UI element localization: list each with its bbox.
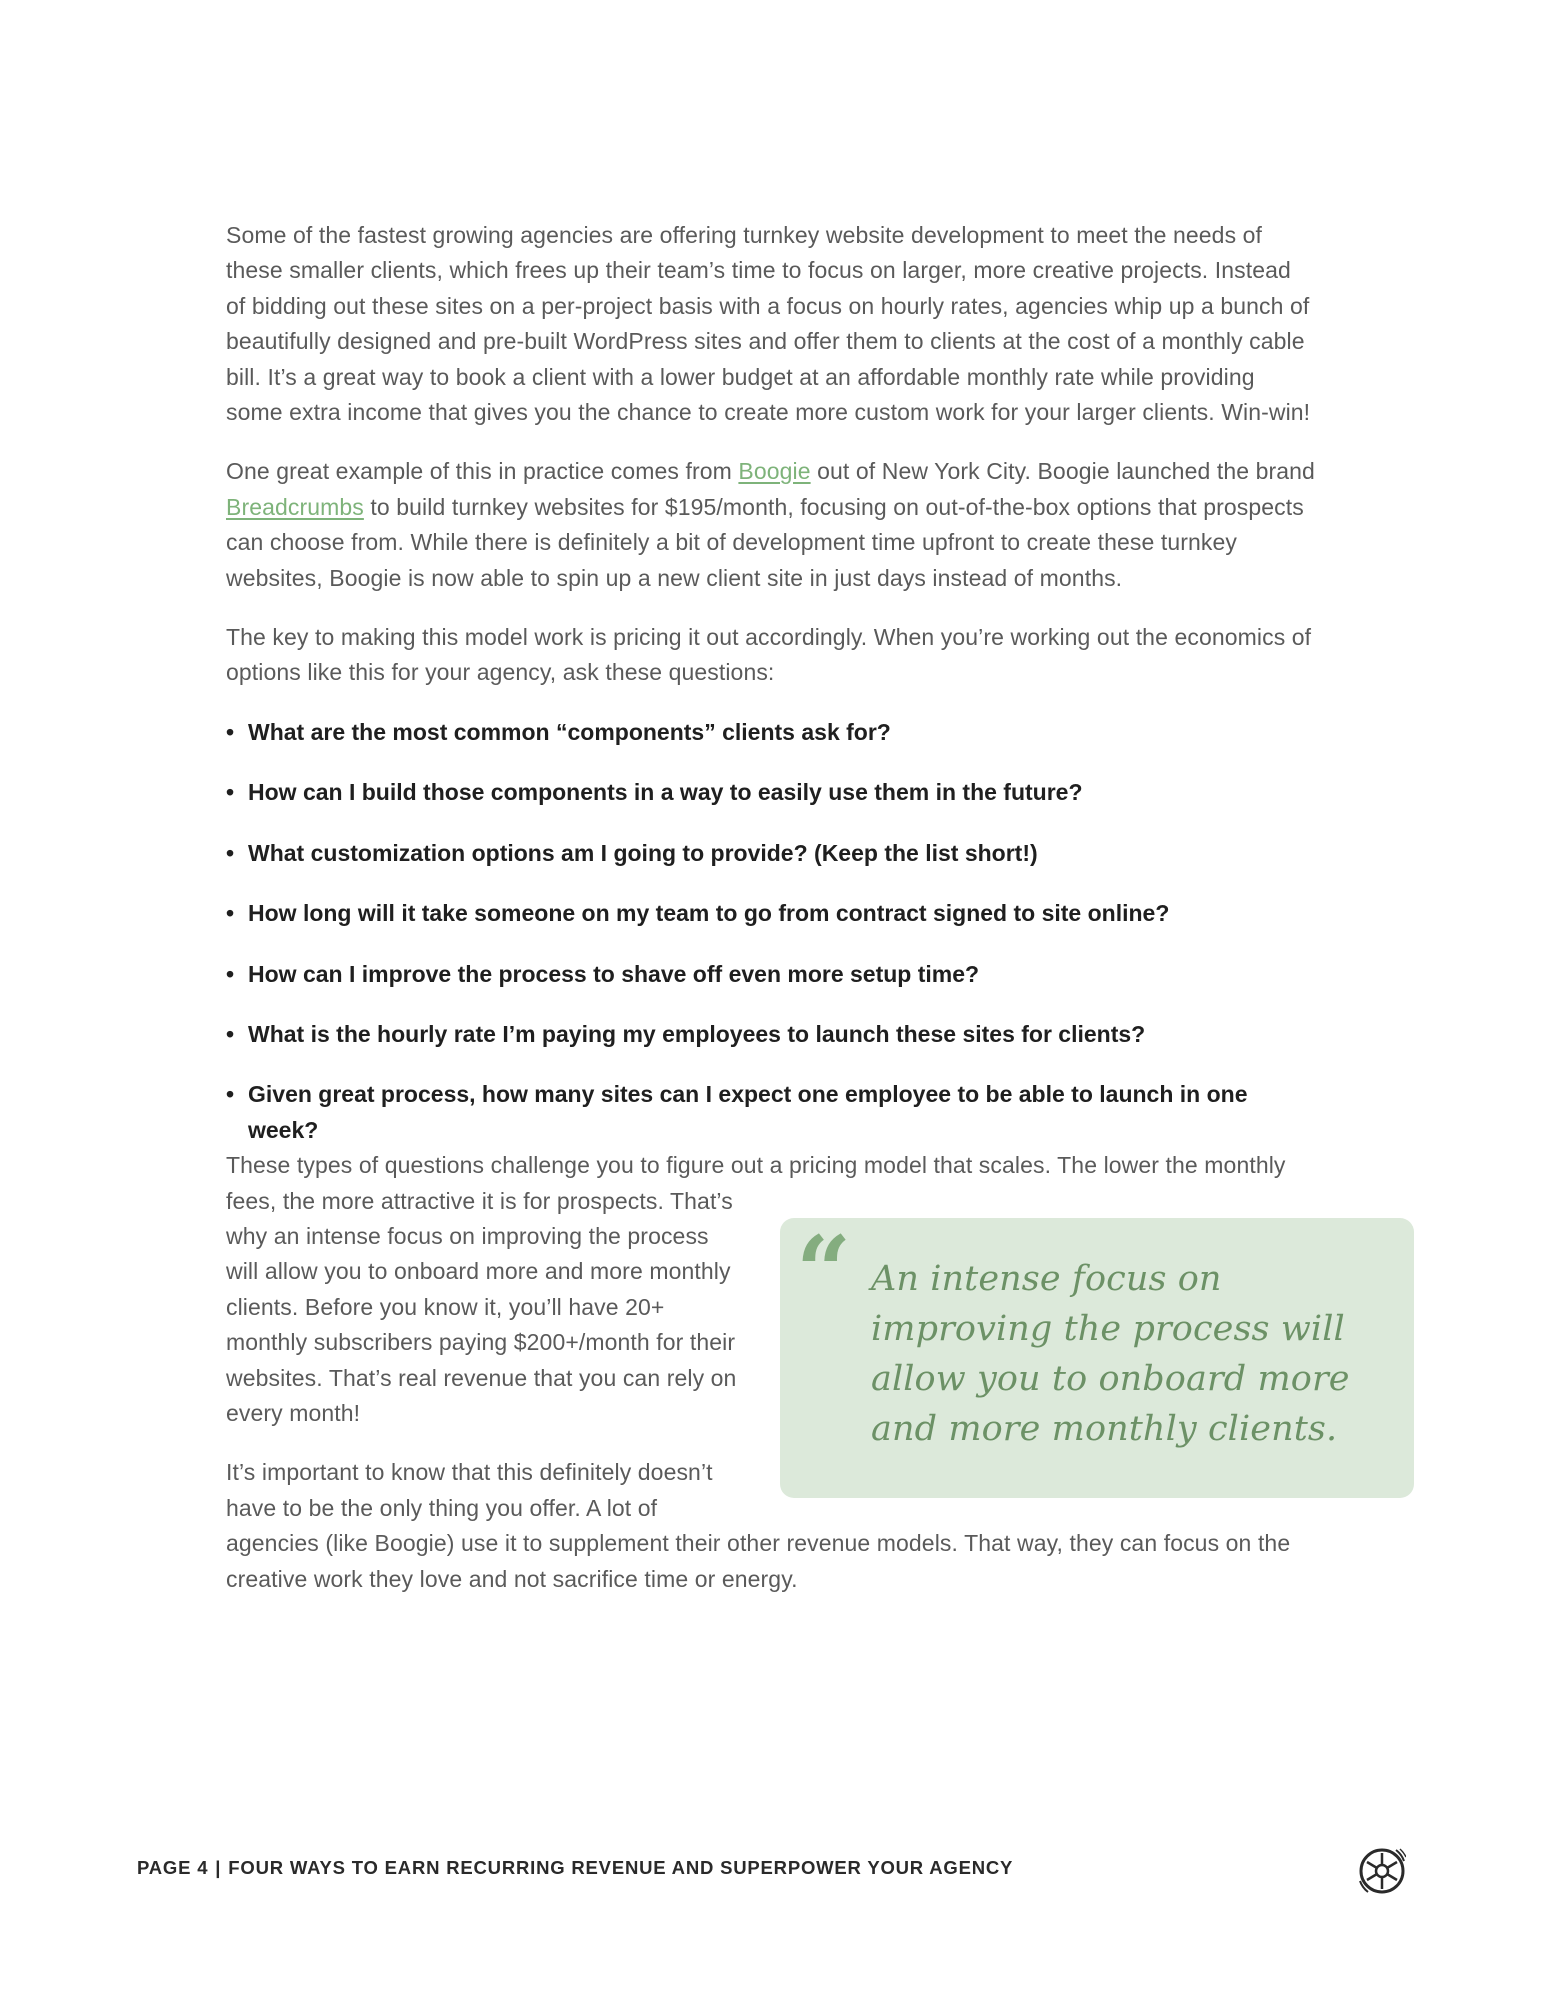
float-spacer bbox=[1315, 1148, 1316, 1218]
flywheel-logo-icon bbox=[1358, 1847, 1406, 1895]
page-footer bbox=[137, 1857, 1013, 1879]
boogie-link[interactable]: Boogie bbox=[738, 458, 811, 485]
quote-mark-icon: “ bbox=[796, 1215, 852, 1329]
list-item: • Given great process, how many sites can I expect one employee to be able to launch in one week? bbox=[226, 1077, 1316, 1148]
list-item: • How long will it take someone on my team to go from contract signed to site online? bbox=[226, 896, 1316, 931]
paragraph-example-text-a: One great example of this in practice comes from bbox=[226, 458, 739, 485]
paragraph-key: The key to making this model work is pricing it out accordingly. When you’re working out the economics of options like this for your agency, ask these questions: bbox=[226, 624, 1312, 686]
list-item: • How can I build those components in a way to easily use them in the future? bbox=[226, 775, 1316, 810]
list-item: • What customization options am I going to provide? (Keep the list short!) bbox=[226, 836, 1316, 871]
pull-quote bbox=[780, 1215, 1414, 1498]
footer-separator: | bbox=[215, 1857, 222, 1878]
paragraph-closing: It’s important to know that this definitely doesn’t have to be the only thing you offer. A lot of agencies (like Boogie) use it to supplement their other revenue models. That way, they can focus on the creative work they love and not sacrifice time or energy. bbox=[226, 1459, 1291, 1592]
paragraph-intro: Some of the fastest growing agencies are offering turnkey website development to meet the needs of these smaller clients, which frees up their team’s time to focus on larger, more creative projects. Instead of bidding out these sites on a per-project basis with a focus on hourly rates, agencies whip up a bunch of beautifully designed and pre-built WordPress sites and offer them to clients at the cost of a monthly cable bill. It’s a great way to book a client with a lower budget at an affordable monthly rate while providing some extra income that gives you the chance to create more custom work for your larger clients. Win-win! bbox=[226, 222, 1311, 426]
paragraph-scales-text: These types of questions challenge you to figure out a pricing model that scales. The lower the monthly fees, the more attractive it is for prospects. That’s why an intense focus on improving the process will allow you to onboard more and more monthly clients. Before you know it, you’ll have 20+ monthly subscribers paying $200+/month for their websites. That’s real revenue that you can rely on every month! bbox=[226, 1152, 1286, 1426]
breadcrumbs-link[interactable]: Breadcrumbs bbox=[226, 493, 364, 520]
page-number: PAGE 4 bbox=[137, 1857, 209, 1878]
questions-list bbox=[226, 715, 1316, 1148]
paragraph-scales bbox=[226, 1148, 1350, 1450]
list-item: • What is the hourly rate I’m paying my employees to launch these sites for clients? bbox=[226, 1017, 1316, 1052]
list-item: • What are the most common “components” clients ask for? bbox=[226, 715, 1316, 750]
list-item: • How can I improve the process to shave off even more setup time? bbox=[226, 957, 1316, 992]
paragraph-example-text-b: out of New York City. Boogie launched the brand bbox=[810, 458, 1315, 485]
paragraph-example bbox=[226, 454, 1316, 596]
page-content bbox=[226, 218, 1350, 1621]
document-title: FOUR WAYS TO EARN RECURRING REVENUE AND SUPERPOWER YOUR AGENCY bbox=[228, 1857, 1014, 1878]
pull-quote-text: An intense focus on improving the process will allow you to onboard more and more monthly clients. bbox=[871, 1259, 1350, 1450]
paragraph-example-text-c: to build turnkey websites for $195/month, focusing on out-of-the-box options that prospects can choose from. While there is definitely a bit of development time upfront to create these turnkey websites, Boogie is now able to spin up a new client site in just days instead of months. bbox=[226, 493, 1304, 591]
